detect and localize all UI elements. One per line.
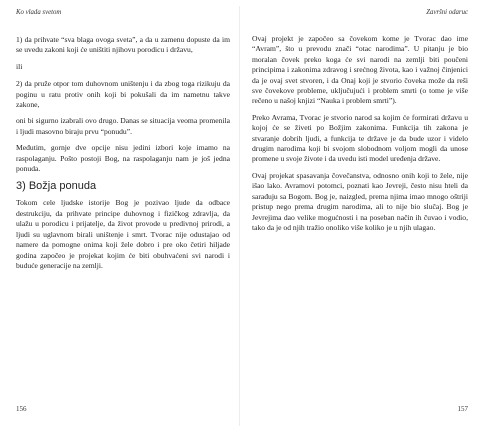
paragraph: Tokom cele ljudske istorije Bog je pozivao ljude da odbace destrukciju, da prihvate principe duhovnog i fizičkog zdravlja, da ulažu u porodicu i prijatelje, da život provode u predivnoj prirodi, a ljudi su uglavnom birali uništenje i smrt. Tvorac nije odustajao od namere da pomogne onima koji žele dobro i pre oko četiri hiljade godina započeo je projekat kojim će biti obuhvaćeni svi narodi i buduće generacije na zemlji.: [16, 198, 230, 270]
paragraph: Međutim, gornje dve opcije nisu jedini izbori koje imamo na raspolaganju. Pošto postoji Bog, na raspolaganju nam je još jedna ponuda.: [16, 143, 230, 174]
right-page: [252, 0, 468, 432]
page-number-right: 157: [457, 405, 468, 413]
paragraph: Ovaj projekt je započeo sa čovekom kome je Tvorac dao ime “Avram”, što u prevodu znači “otac narodima”. U pitanju je bio moralan čovek preko koga će svi narodi na zemlji biti poučeni principima i zakonima zdravog i srećnog života, kao i važnoj činjenici da je ovaj svet stvoren, i da Onaj koji je stvorio čoveka može da reši sve čovekove probleme, uključujući i problem smrti (o tome je više rečeno u našoj knjizi “Nauka i problem smrti”).: [252, 34, 468, 106]
running-head-left: Ko vlada svetom: [16, 9, 62, 16]
paragraph: ili: [16, 61, 23, 71]
left-page-body: [16, 35, 230, 277]
gutter-divider: [239, 6, 240, 426]
paragraph: oni bi sigurno izabrali ovo drugo. Danas se situacija veoma promenila i ljudi masovno biraju prvu “ponudu”.: [16, 116, 230, 136]
page-number-left: 156: [16, 405, 27, 413]
paragraph: Preko Avrama, Tvorac je stvorio narod sa kojim će formirati državu u kojoj će se živeti po Božjim zakonima. Funkcija tih zakona je stvaranje dobrih ljudi, a funkcija te države je da bude uzor i videlo drugim narodima koji bi svojom slobodnom voljom mogli da unose promene u svoje živote i da uvedu isti model uređenja države.: [252, 112, 468, 164]
left-page: [14, 0, 230, 432]
paragraph: 2) da pruže otpor tom duhovnom uništenju i da zbog toga rizikuju da poginu u ratu protiv onih koji bi pokušali da im nametnu takve zakone,: [16, 79, 230, 110]
right-page-body: [252, 34, 468, 239]
section-heading: 3) Božja ponuda: [16, 180, 97, 193]
running-head-right: Završni odaruc: [426, 9, 468, 16]
paragraph: Ovaj projekat spasavanja čovečanstva, odnosno onih koji to žele, nije išao lako. Avramovi potomci, poznati kao Jevreji, često nisu hteli da sarađuju sa Bogom. Bog je, naizgled, prema njima imao mnogo oštriji pristup nego prema drugim narodima, ali to nije bio slučaj. Bog je Jevrejima dao velike mogućnosti i na poseban način ih čuvao i vodio, tako da je od njih tražio onoliko više koliko je u njih ulagao.: [252, 170, 468, 232]
paragraph: 1) da prihvate “sva blaga ovoga sveta”, a da u zamenu dopuste da im se uvedu zakoni koji će uništiti njihovu porodicu i državu,: [16, 35, 230, 55]
